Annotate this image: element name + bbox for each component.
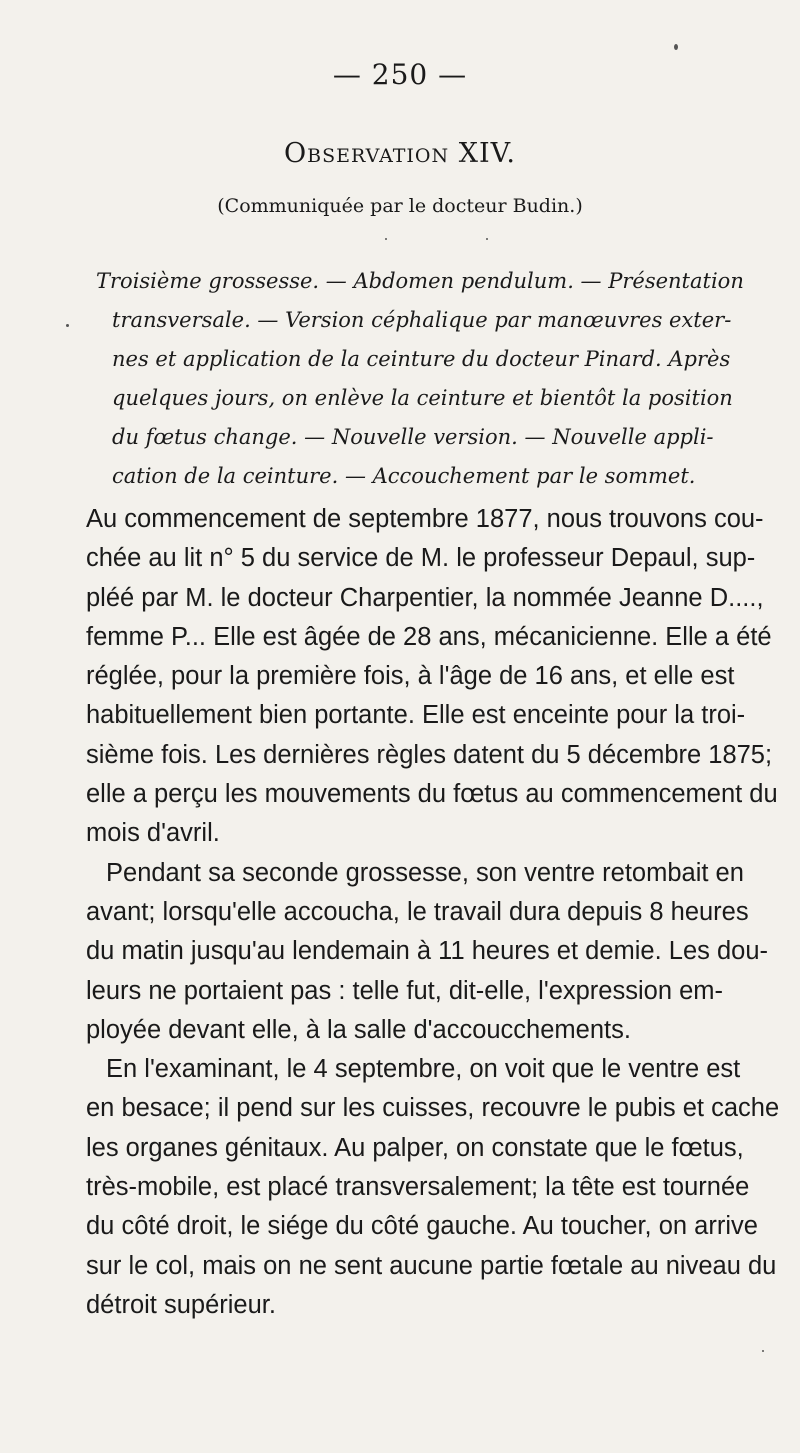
scan-speck [385,238,387,240]
summary-line: du fœtus change. — Nouvelle version. — Nouvelle appli- [112,425,714,449]
body-line: en besace; il pend sur les cuisses, recouvre le pubis et cache [86,1094,780,1123]
scan-speck [486,238,488,240]
body-line: chée au lit n° 5 du service de M. le professeur Depaul, sup- [86,544,756,573]
scan-speck [674,44,678,50]
body-line: En l'examinant, le 4 septembre, on voit que le ventre est [106,1055,741,1084]
summary-line: quelques jours, on enlève la ceinture et bientôt la position [112,386,733,410]
observation-title: Observation XIV. [284,138,516,169]
body-line: avant; lorsqu'elle accoucha, le travail dura depuis 8 heures [86,897,749,926]
body-line: réglée, pour la première fois, à l'âge de 16 ans, et elle est [86,662,735,691]
summary-line: nes et application de la ceinture du docteur Pinard. Après [112,347,731,371]
body-line: sur le col, mais on ne sent aucune partie fœtale au niveau du [86,1251,777,1280]
summary-line: transversale. — Version céphalique par manœuvres exter- [112,308,732,332]
body-line: leurs ne portaient pas : telle fut, dit-elle, l'expression em- [86,976,724,1005]
body-line: habituellement bien portante. Elle est enceinte pour la troi- [86,701,746,730]
scan-speck [66,324,69,327]
body-line: détroit supérieur. [86,1290,276,1319]
page-number: — 250 — [332,58,468,91]
body-line: Au commencement de septembre 1877, nous trouvons cou- [86,505,764,533]
body-line: sième fois. Les dernières règles datent du 5 décembre 1875; [86,740,773,769]
body-line: très-mobile, est placé transversalement; la tête est tournée [86,1173,750,1202]
body-line: elle a perçu les mouvements du fœtus au commencement du [86,780,778,809]
body-line: du côté droit, le siége du côté gauche. Au toucher, on arrive [86,1212,758,1241]
body-line: femme P... Elle est âgée de 28 ans, mécanicienne. Elle a été [86,622,772,651]
body-line: mois d'avril. [86,819,220,848]
summary-line: cation de la ceinture. — Accouchement par le sommet. [112,464,696,488]
body-line: les organes génitaux. Au palper, on constate que le fœtus, [86,1133,744,1162]
scan-speck [762,1350,764,1352]
body-line: pléé par M. le docteur Charpentier, la nommée Jeanne D...., [86,583,764,612]
body-line: ployée devant elle, à la salle d'accoucchements. [86,1015,631,1044]
observation-body [86,500,786,1325]
case-summary [96,262,752,496]
observation-source: (Communiquée par le docteur Budin.) [217,195,583,217]
body-line: Pendant sa seconde grossesse, son ventre retombait en [106,858,744,887]
summary-line: Troisième grossesse. — Abdomen pendulum. — Présentation [96,269,744,293]
body-line: du matin jusqu'au lendemain à 11 heures et demie. Les dou- [86,937,769,966]
